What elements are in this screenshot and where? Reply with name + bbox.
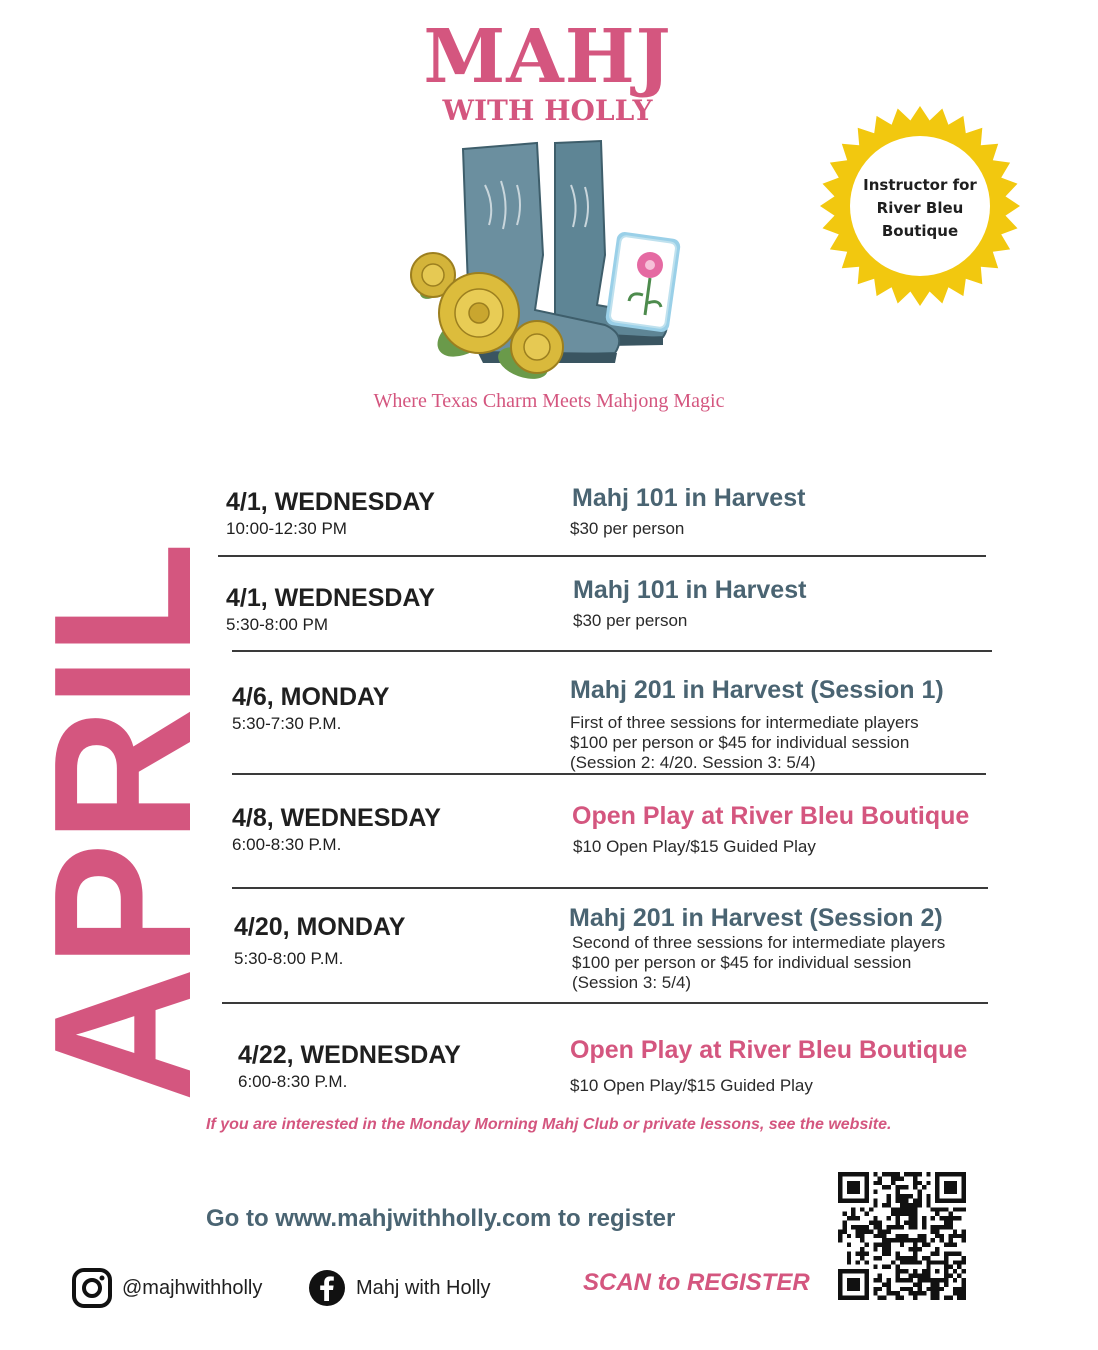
boots-roses-tile-illustration [405,135,705,395]
instagram-icon [72,1268,112,1308]
event-detail: Second of three sessions for intermediate players [572,933,946,952]
facebook-name: Mahj with Holly [356,1276,491,1299]
event-date: 4/1, WEDNESDAY [226,584,435,612]
badge-line-3: Boutique [881,222,959,240]
info-note: If you are interested in the Monday Morning Mahj Club or private lessons, see the website. [206,1116,892,1133]
event-date: 4/1, WEDNESDAY [226,488,435,516]
event-title: Mahj 101 in Harvest [572,484,806,512]
event-time: 5:30-8:00 P.M. [234,949,344,968]
event-date: 4/8, WEDNESDAY [232,804,441,832]
event-detail: (Session 2: 4/20. Session 3: 5/4) [570,753,816,772]
brand-subtitle: WITH HOLLY [442,94,653,127]
event-detail: $30 per person [570,519,685,538]
tagline: Where Texas Charm Meets Mahjong Magic [373,390,725,412]
event-detail: $10 Open Play/$15 Guided Play [570,1076,813,1095]
divider [232,887,988,889]
event-time: 6:00-8:30 P.M. [232,835,342,854]
brand-title: MAHJ [423,14,672,100]
event-time: 6:00-8:30 P.M. [238,1072,348,1091]
event-title: Open Play at River Bleu Boutique [570,1036,968,1064]
divider [222,1002,988,1004]
divider [232,650,992,652]
event-date: 4/22, WEDNESDAY [238,1041,461,1069]
event-time: 5:30-8:00 PM [226,615,329,634]
event-title: Open Play at River Bleu Boutique [572,802,970,830]
badge-line-2: River Bleu [876,199,964,217]
instructor-badge [818,104,1022,308]
event-date: 4/20, MONDAY [234,913,406,941]
month-label-text: APRIL [13,514,232,1102]
event-detail: (Session 3: 5/4) [572,973,692,992]
facebook-icon [308,1269,346,1307]
event-detail: $30 per person [573,611,688,630]
event-detail: $100 per person or $45 for individual session [572,953,912,972]
badge-text [848,174,992,243]
month-label [10,514,232,1110]
instagram-link[interactable] [72,1270,262,1306]
event-title: Mahj 201 in Harvest (Session 2) [569,904,943,932]
badge-line-1: Instructor for [863,176,977,194]
event-detail: $10 Open Play/$15 Guided Play [573,837,816,856]
register-link[interactable]: Go to www.mahjwithholly.com to register [206,1205,676,1232]
event-time: 10:00-12:30 PM [226,519,347,538]
event-detail: First of three sessions for intermediate players [570,713,919,732]
scan-label: SCAN to REGISTER [583,1269,810,1296]
event-detail: $100 per person or $45 for individual session [570,733,910,752]
qr-code[interactable] [838,1172,966,1300]
divider [232,773,986,775]
instagram-handle: @majhwithholly [122,1276,263,1299]
event-title: Mahj 201 in Harvest (Session 1) [570,676,944,704]
event-time: 5:30-7:30 P.M. [232,714,342,733]
facebook-link[interactable] [308,1270,490,1306]
event-title: Mahj 101 in Harvest [573,576,807,604]
event-date: 4/6, MONDAY [232,683,390,711]
divider [218,555,986,557]
